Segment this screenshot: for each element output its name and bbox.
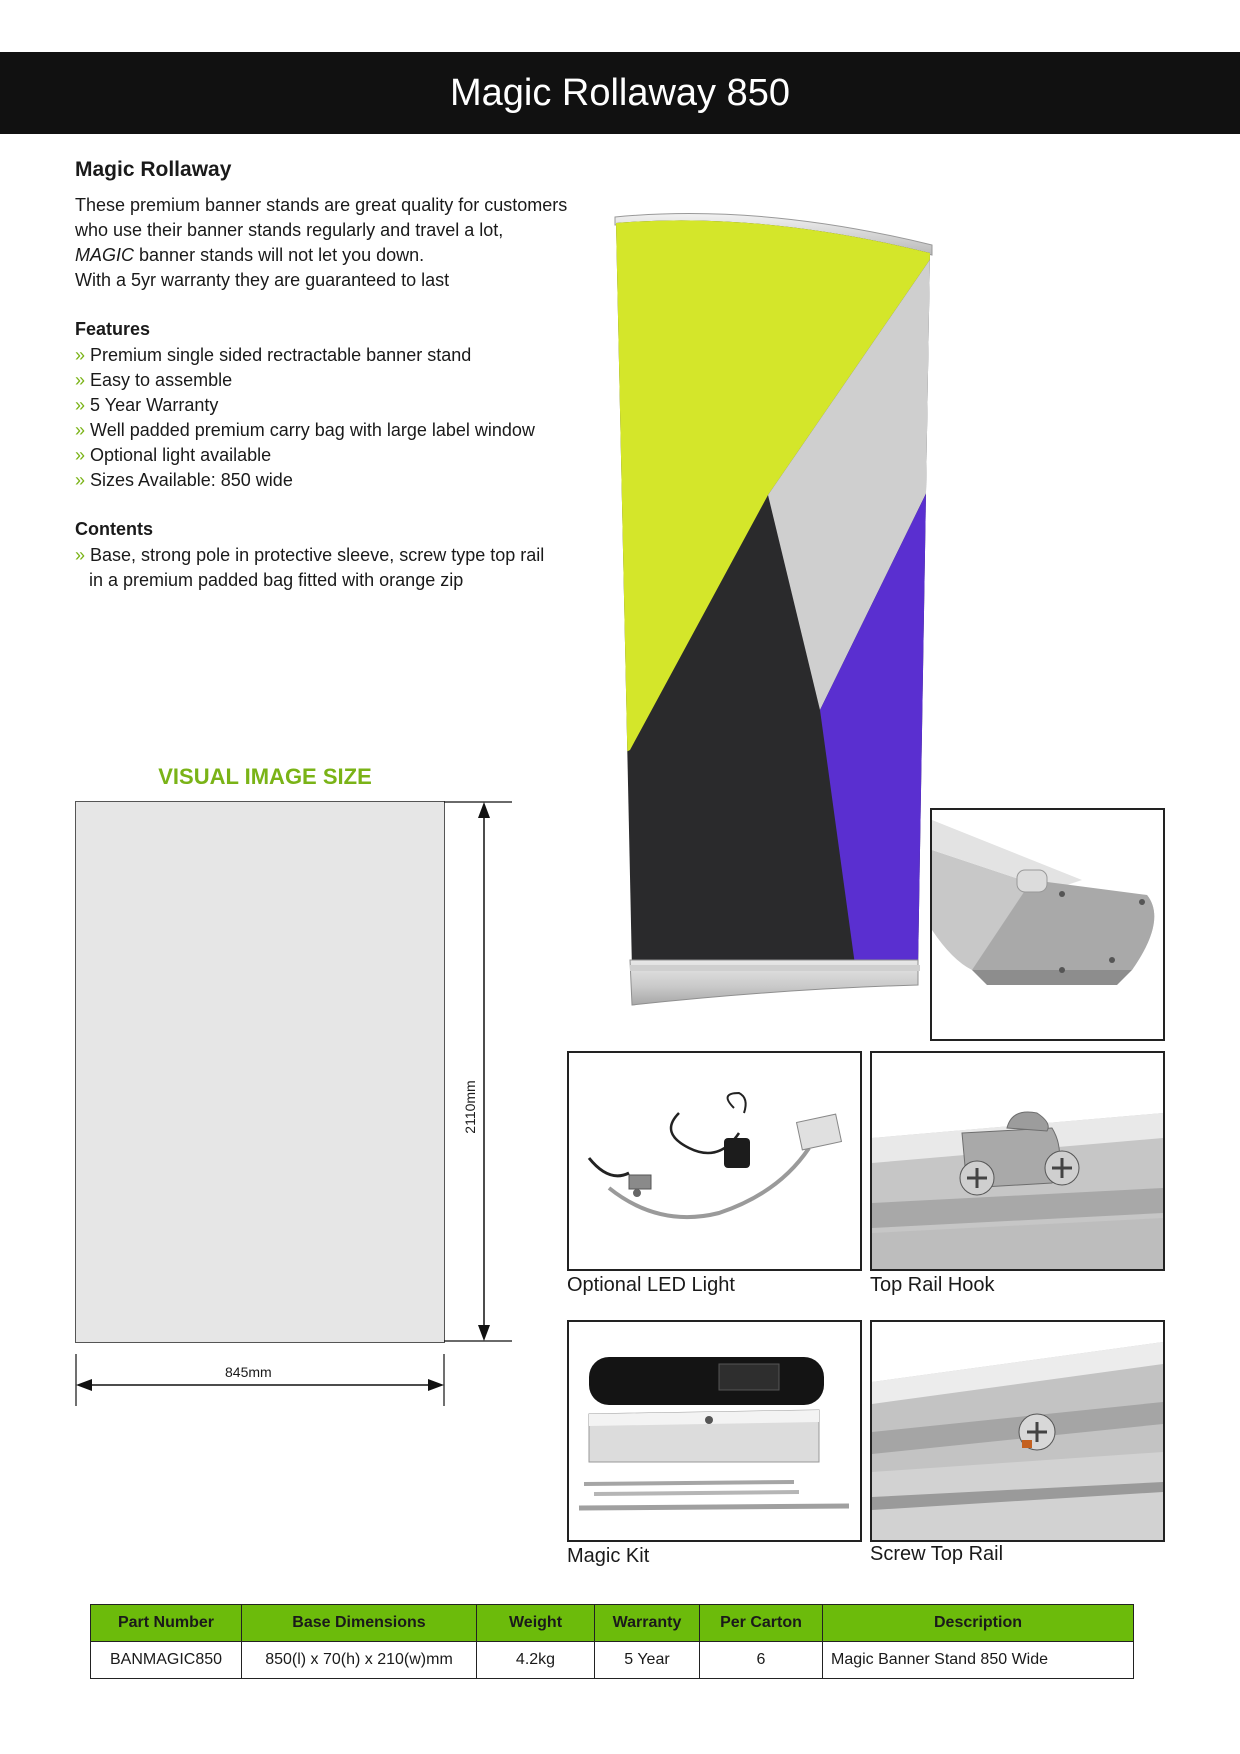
col-part-number: Part Number	[91, 1605, 242, 1642]
cell-warranty: 5 Year	[595, 1642, 700, 1679]
visual-size-title: VISUAL IMAGE SIZE	[158, 764, 372, 789]
feature-item: » Sizes Available: 850 wide	[75, 470, 293, 490]
contents-heading: Contents	[75, 519, 153, 539]
spec-table	[90, 1604, 1134, 1679]
col-warranty: Warranty	[595, 1605, 700, 1642]
bullet-glyph: »	[75, 545, 86, 565]
cell-description: Magic Banner Stand 850 Wide	[823, 1642, 1134, 1679]
bullet-glyph: »	[75, 345, 86, 365]
intro-line	[75, 243, 567, 268]
visual-area-rect	[75, 801, 445, 1343]
cell-per-carton: 6	[700, 1642, 823, 1679]
caption-screw: Screw Top Rail	[870, 1543, 1004, 1565]
led-light-photo	[567, 1051, 862, 1271]
cell-part-number: BANMAGIC850	[91, 1642, 242, 1679]
bullet-glyph: »	[75, 370, 86, 390]
feature-item: » Well padded premium carry bag with large label window	[75, 420, 535, 440]
caption-kit: Magic Kit	[567, 1545, 650, 1567]
page-title: Magic Rollaway 850	[449, 72, 791, 114]
feature-item: » Premium single sided rectractable banner stand	[75, 345, 472, 365]
height-label-box	[440, 1062, 500, 1152]
intro-line-rest: banner stands will not let you down.	[134, 245, 425, 265]
intro-line: With a 5yr warranty they are guaranteed to last	[75, 270, 450, 290]
page-header	[0, 52, 1240, 134]
intro-paragraph	[75, 193, 567, 293]
intro-emphasis: MAGIC	[75, 245, 135, 265]
contents-item-continued: in a premium padded bag fitted with orange zip	[89, 570, 464, 590]
col-description: Description	[823, 1605, 1134, 1642]
width-dimension-line	[70, 1350, 450, 1410]
cell-weight: 4.2kg	[477, 1642, 595, 1679]
feature-item: » Optional light available	[75, 445, 272, 465]
bullet-glyph: »	[75, 470, 86, 490]
cell-base-dimensions: 850(l) x 70(h) x 210(w)mm	[242, 1642, 477, 1679]
feature-item: » Easy to assemble	[75, 370, 233, 390]
base-endcap-photo	[930, 808, 1165, 1041]
magic-kit-photo	[567, 1320, 862, 1542]
col-weight: Weight	[477, 1605, 595, 1642]
intro-line: These premium banner stands are great quality for customers	[75, 195, 568, 215]
spec-table-header-row	[91, 1605, 1134, 1642]
contents-item: » Base, strong pole in protective sleeve, screw type top rail	[75, 545, 545, 565]
banner-graphic	[600, 205, 940, 1005]
caption-led: Optional LED Light	[567, 1274, 735, 1296]
intro-line: who use their banner stands regularly and travel a lot,	[75, 220, 504, 240]
col-base-dimensions: Base Dimensions	[242, 1605, 477, 1642]
features-heading: Features	[75, 319, 151, 339]
banner-stand-image	[600, 205, 940, 1020]
screw-top-rail-photo	[870, 1320, 1165, 1542]
intro-heading: Magic Rollaway	[75, 158, 232, 181]
bullet-glyph: »	[75, 395, 86, 415]
bullet-glyph: »	[75, 445, 86, 465]
features-list	[75, 343, 535, 493]
height-label: 2110mm	[462, 1080, 478, 1134]
contents-list	[75, 543, 544, 593]
table-row	[91, 1642, 1134, 1679]
top-rail-hook-photo	[870, 1051, 1165, 1271]
caption-hook: Top Rail Hook	[870, 1274, 995, 1296]
feature-item: » 5 Year Warranty	[75, 395, 219, 415]
width-label: 845mm	[225, 1364, 272, 1380]
bullet-glyph: »	[75, 420, 86, 440]
col-per-carton: Per Carton	[700, 1605, 823, 1642]
